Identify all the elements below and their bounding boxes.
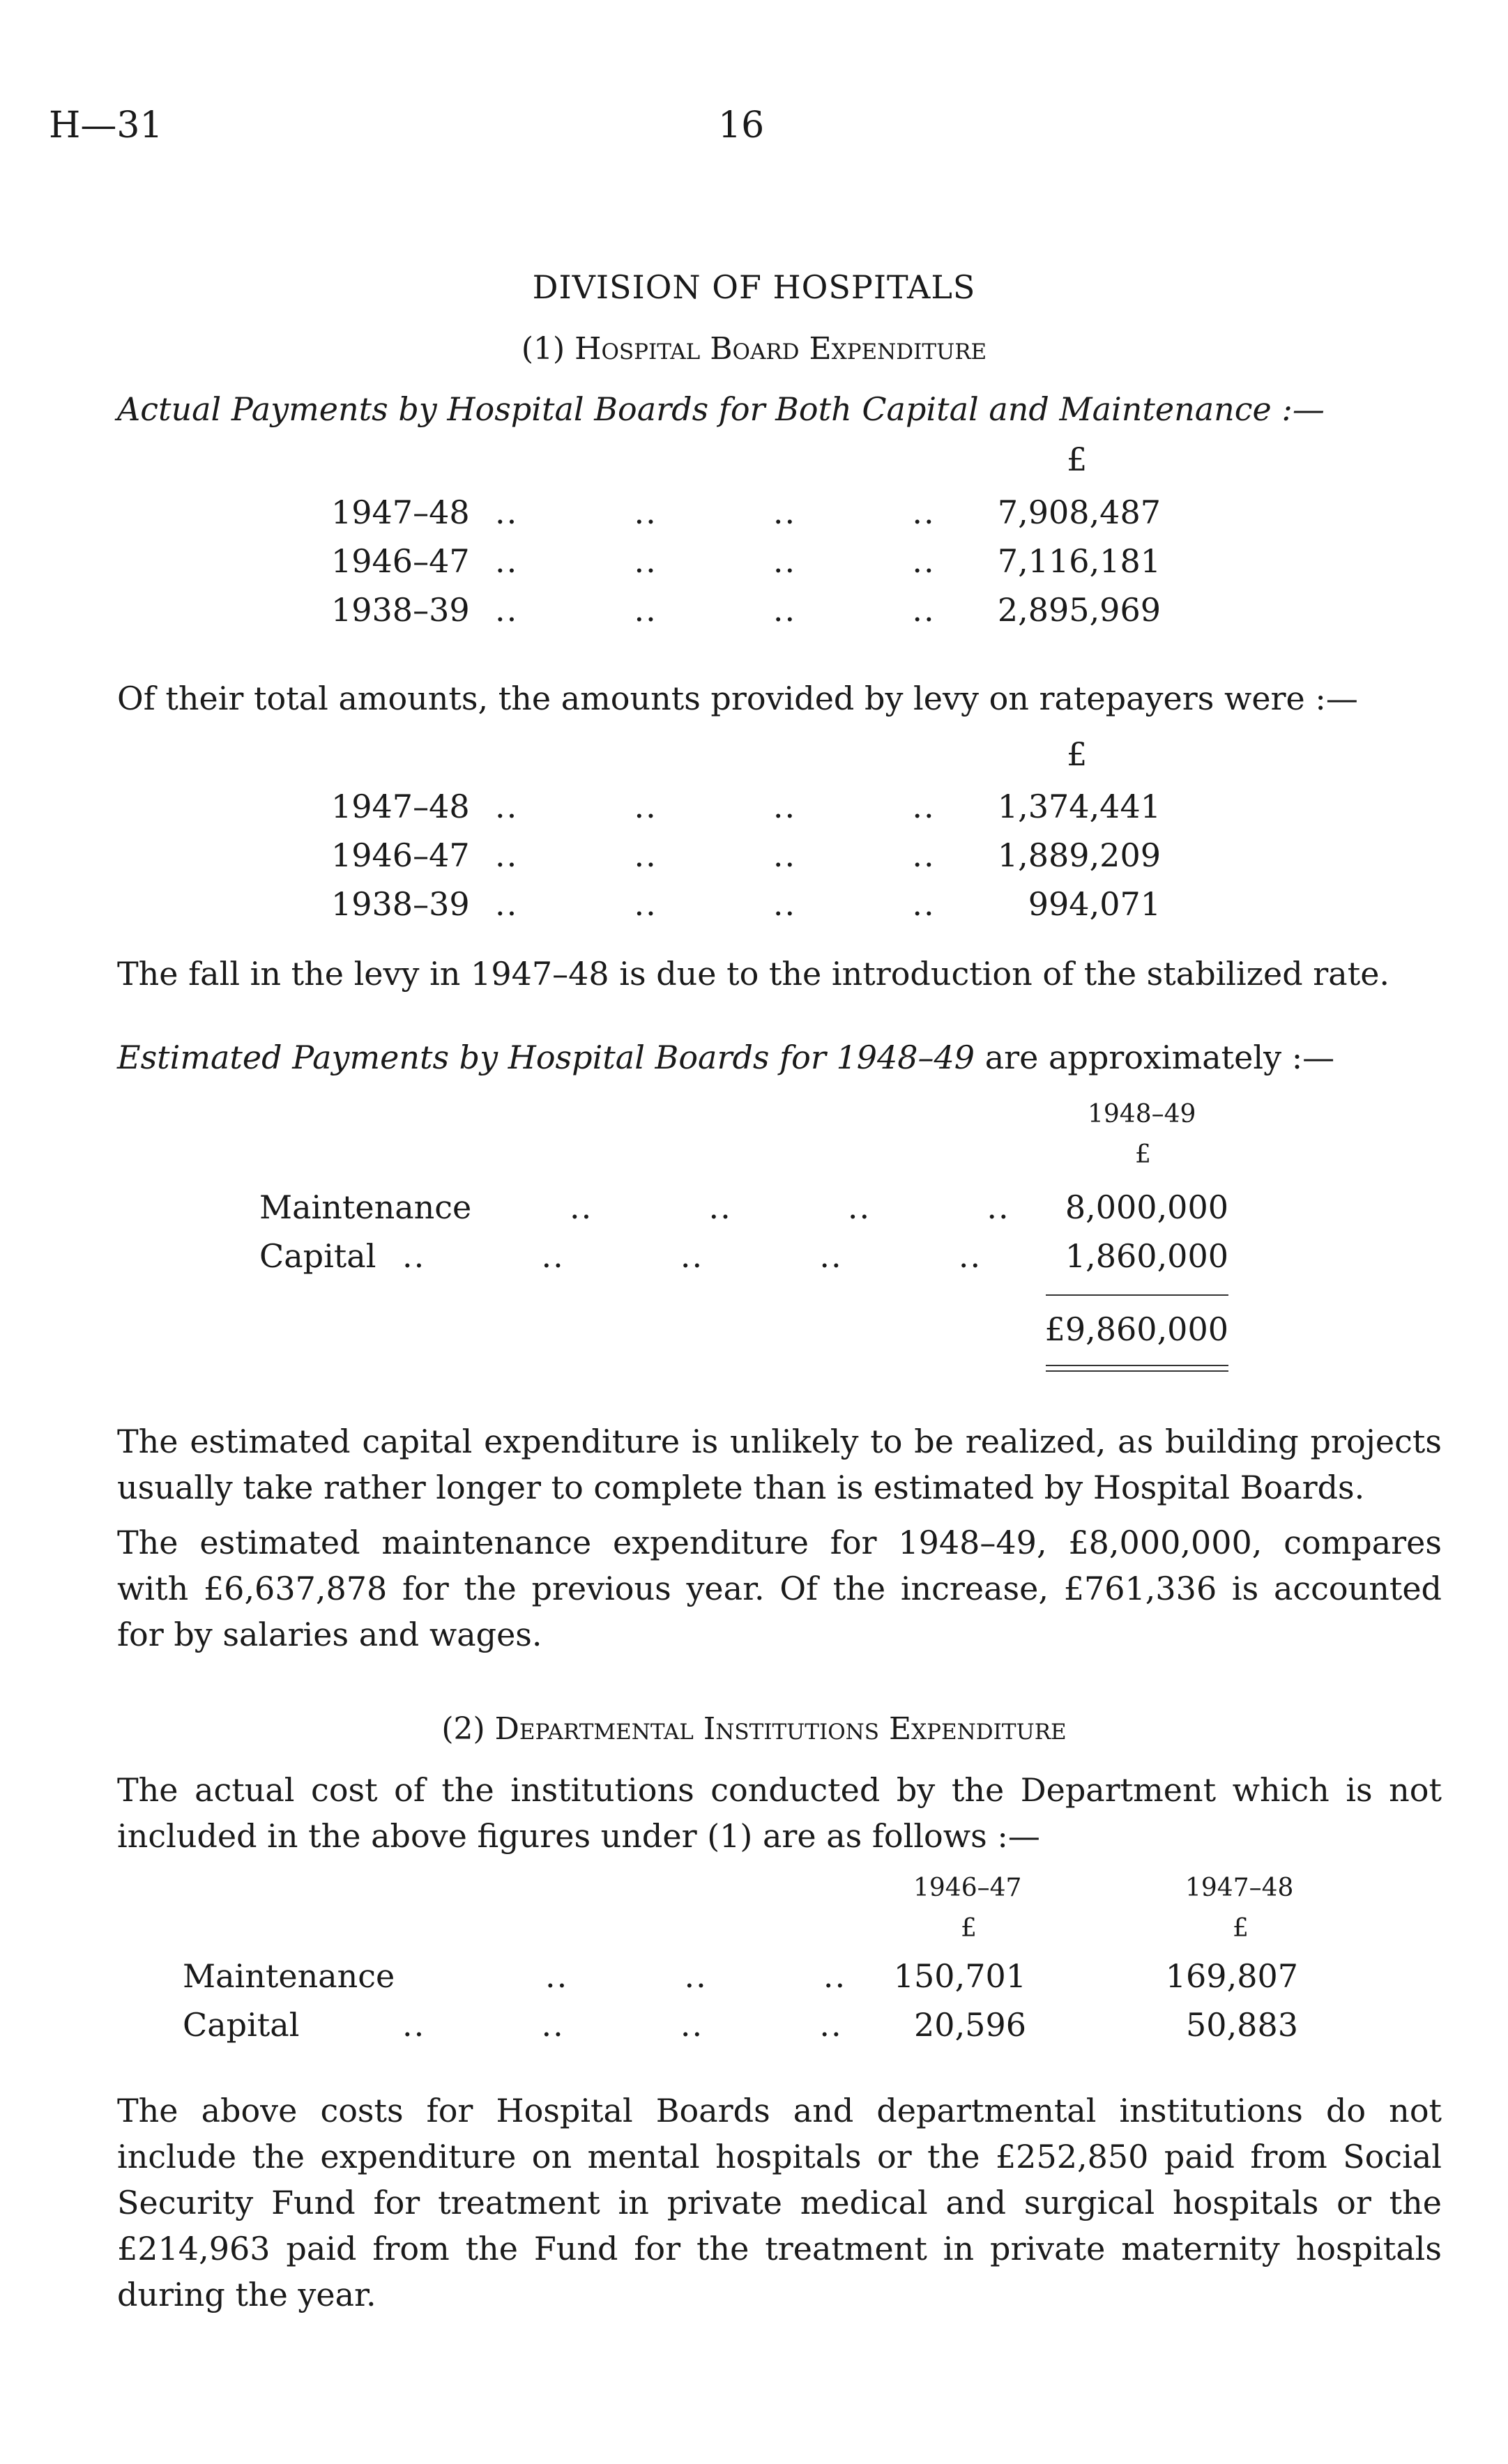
- row-label: Capital: [259, 1237, 376, 1275]
- maintenance-paragraph: The estimated maintenance expenditure for 1948–49, £8,000,000, compares with £6,637,878 for the previous year. Of the increase, £761,336 is accounted for by salaries and wages.: [117, 1524, 1442, 1653]
- currency-symbol: £: [961, 1914, 977, 1943]
- total-value: £9,860,000: [1044, 1310, 1228, 1348]
- table-row: [331, 885, 1161, 927]
- double-rule-bottom: [1046, 1370, 1228, 1372]
- table-row: [183, 1957, 1298, 1999]
- amount-value: 1,889,209: [997, 836, 1161, 874]
- estimated-intro-rest: are approximately :—: [975, 1039, 1335, 1076]
- section2-intro: The actual cost of the institutions conducted by the Department which is not included in the above figures under (1) are as follows :—: [117, 1771, 1442, 1855]
- amount-value: 994,071: [1028, 885, 1161, 923]
- leader-dots: .. .. .. ..: [495, 836, 936, 874]
- year-label: 1947–48: [331, 493, 470, 531]
- leader-dots: .. .. ..: [545, 1957, 847, 1995]
- table-row: [259, 1188, 1228, 1230]
- amount-value: 7,116,181: [997, 542, 1161, 580]
- year-label: 1946–47: [331, 836, 470, 874]
- amount-value: 7,908,487: [997, 493, 1161, 531]
- currency-symbol: £: [1067, 441, 1088, 478]
- currency-symbol: £: [1233, 1914, 1249, 1943]
- page-number: 16: [718, 105, 765, 146]
- leader-dots: .. .. .. .. ..: [402, 1237, 982, 1275]
- column-year-2: 1947–48: [1185, 1874, 1294, 1902]
- year-label: 1946–47: [331, 542, 470, 580]
- estimated-intro-italic: Estimated Payments by Hospital Boards for 1948–49: [117, 1039, 975, 1076]
- leader-dots: .. .. .. ..: [495, 591, 936, 629]
- leader-dots: .. .. .. ..: [495, 493, 936, 531]
- table-row: [331, 836, 1161, 878]
- amount-value: 1,374,441: [997, 788, 1161, 825]
- row-label: Capital: [183, 2006, 300, 2044]
- leader-dots: .. .. .. ..: [495, 788, 936, 825]
- amount-value: 8,000,000: [1065, 1188, 1228, 1226]
- amount-value: 2,895,969: [997, 591, 1161, 629]
- table-row: [331, 542, 1161, 584]
- capital-paragraph: The estimated capital expenditure is unlikely to be realized, as building projects usually take rather longer to complete than is estimated by Hospital Boards.: [117, 1423, 1442, 1506]
- table-row: [331, 493, 1161, 535]
- row-label: Maintenance: [183, 1957, 395, 1995]
- report-code: H—31: [49, 105, 163, 146]
- currency-symbol: £: [1135, 1140, 1151, 1169]
- closing-paragraph: The above costs for Hospital Boards and departmental institutions do not include the expenditure on mental hospitals or the £252,850 paid from Social Security Fund for treatment in private medical and surgical hospitals or the £214,963 paid from the Fund for the treatment in private maternity hospitals during the year.: [117, 2092, 1442, 2313]
- table-row: [259, 1237, 1228, 1279]
- total-row: [1019, 1310, 1228, 1352]
- row-label: Maintenance: [259, 1188, 472, 1226]
- year-label: 1938–39: [331, 885, 470, 923]
- levy-intro: Of their total amounts, the amounts provided by levy on ratepayers were :—: [117, 680, 1358, 717]
- column-year-1: 1946–47: [913, 1874, 1022, 1902]
- leader-dots: .. .. .. ..: [570, 1188, 1010, 1226]
- estimated-intro: [117, 1039, 1334, 1076]
- year-label: 1938–39: [331, 591, 470, 629]
- year-label: 1947–48: [331, 788, 470, 825]
- leader-dots: .. .. .. ..: [402, 2006, 843, 2044]
- levy-note: The fall in the levy in 1947–48 is due to the introduction of the stabilized rate.: [117, 955, 1390, 993]
- amount-value-2: 169,807: [1165, 1957, 1298, 1995]
- currency-symbol: £: [1067, 735, 1088, 773]
- subtotal-rule: [1046, 1294, 1228, 1296]
- table-row: [331, 591, 1161, 633]
- amount-value-1: 20,596: [914, 2006, 1026, 2044]
- amount-value-2: 50,883: [1186, 2006, 1298, 2044]
- double-rule-top: [1046, 1365, 1228, 1366]
- section1-heading: (1) Hospital Board Expenditure: [521, 331, 987, 367]
- estimated-column-year: 1948–49: [1088, 1100, 1196, 1128]
- table-row: [183, 2006, 1298, 2048]
- leader-dots: .. .. .. ..: [495, 885, 936, 923]
- actual-payments-intro: Actual Payments by Hospital Boards for Both Capital and Maintenance :—: [117, 390, 1325, 428]
- division-title: DIVISION OF HOSPITALS: [532, 268, 976, 306]
- amount-value-1: 150,701: [893, 1957, 1026, 1995]
- leader-dots: .. .. .. ..: [495, 542, 936, 580]
- table-row: [331, 788, 1161, 829]
- amount-value: 1,860,000: [1065, 1237, 1228, 1275]
- section2-heading: (2) Departmental Institutions Expenditure: [441, 1711, 1067, 1747]
